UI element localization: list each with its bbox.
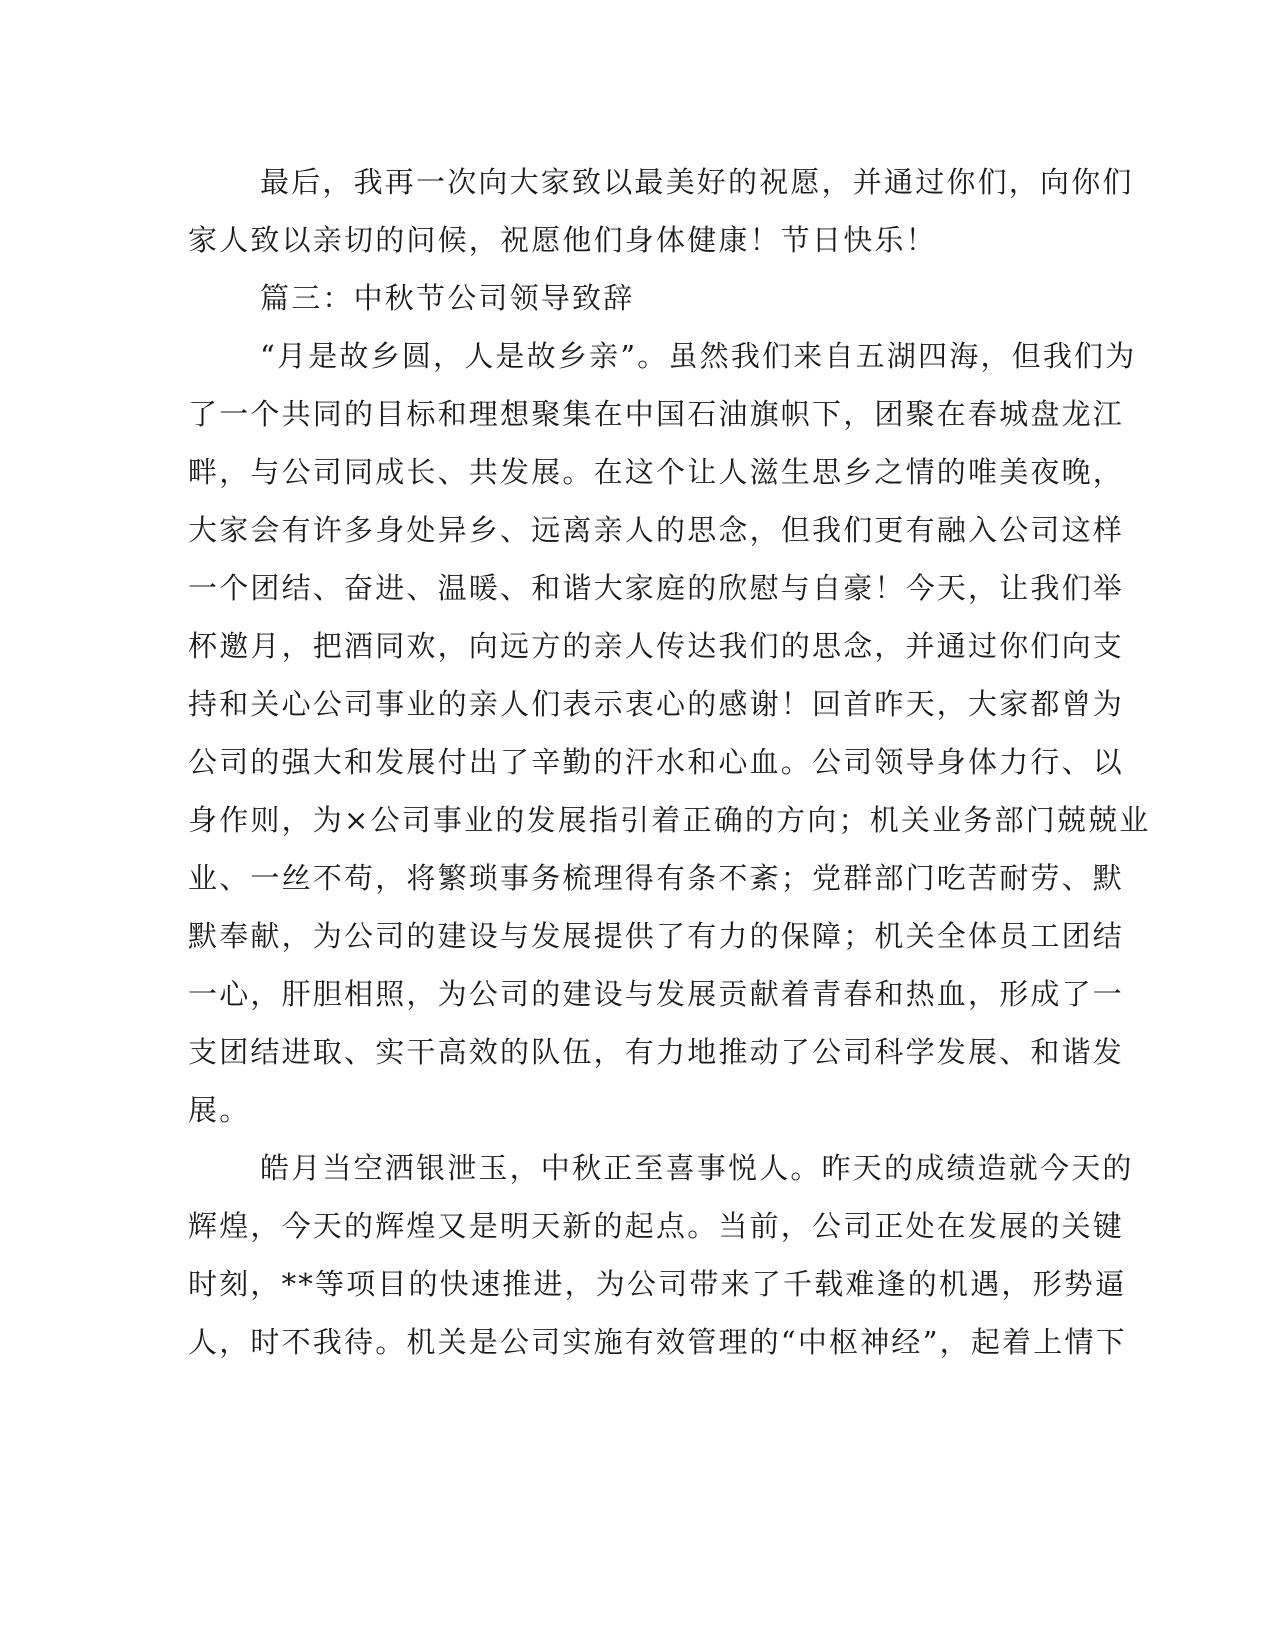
text-line: 大家会有许多身处异乡、远离亲人的思念，但我们更有融入公司这样	[188, 513, 1125, 547]
text-line: 杯邀月，把酒同欢，向远方的亲人传达我们的思念，并通过你们向支	[188, 629, 1125, 663]
section-heading: 篇三：中秋节公司领导致辞	[260, 281, 635, 315]
text-line: 皓月当空洒银泄玉，中秋正至喜事悦人。昨天的成绩造就今天的	[260, 1151, 1134, 1185]
text-line: 一个团结、奋进、温暖、和谐大家庭的欣慰与自豪！今天，让我们举	[188, 571, 1125, 605]
text-line: 畔，与公司同成长、共发展。在这个让人滋生思乡之情的唯美夜晚，	[188, 455, 1125, 489]
text-line: 人，时不我待。机关是公司实施有效管理的“中枢神经”，起着上情下	[188, 1325, 1127, 1359]
text-line: 身作则，为×公司事业的发展指引着正确的方向；机关业务部门兢兢业	[188, 803, 1151, 837]
text-line: 了一个共同的目标和理想聚集在中国石油旗帜下，团聚在春城盘龙江	[188, 397, 1125, 431]
text-line: 一心，肝胆相照，为公司的建设与发展贡献着青春和热血，形成了一	[188, 977, 1125, 1011]
text-line: 辉煌，今天的辉煌又是明天新的起点。当前，公司正处在发展的关键	[188, 1209, 1125, 1243]
text-line: 公司的强大和发展付出了辛勤的汗水和心血。公司领导身体力行、以	[188, 745, 1125, 779]
text-line: 时刻，**等项目的快速推进，为公司带来了千载难逢的机遇，形势逼	[188, 1267, 1127, 1301]
text-line: 家人致以亲切的问候，祝愿他们身体健康！节日快乐！	[188, 223, 937, 257]
text-line: 最后，我再一次向大家致以最美好的祝愿，并通过你们，向你们	[260, 165, 1134, 199]
text-line: “月是故乡圆，人是故乡亲”。虽然我们来自五湖四海，但我们为	[260, 339, 1137, 373]
text-line: 支团结进取、实干高效的队伍，有力地推动了公司科学发展、和谐发	[188, 1035, 1125, 1069]
text-line: 持和关心公司事业的亲人们表示衷心的感谢！回首昨天，大家都曾为	[188, 687, 1125, 721]
text-line: 业、一丝不苟，将繁琐事务梳理得有条不紊；党群部门吃苦耐劳、默	[188, 861, 1125, 895]
text-line: 展。	[188, 1093, 251, 1127]
text-line: 默奉献，为公司的建设与发展提供了有力的保障；机关全体员工团结	[188, 919, 1125, 953]
